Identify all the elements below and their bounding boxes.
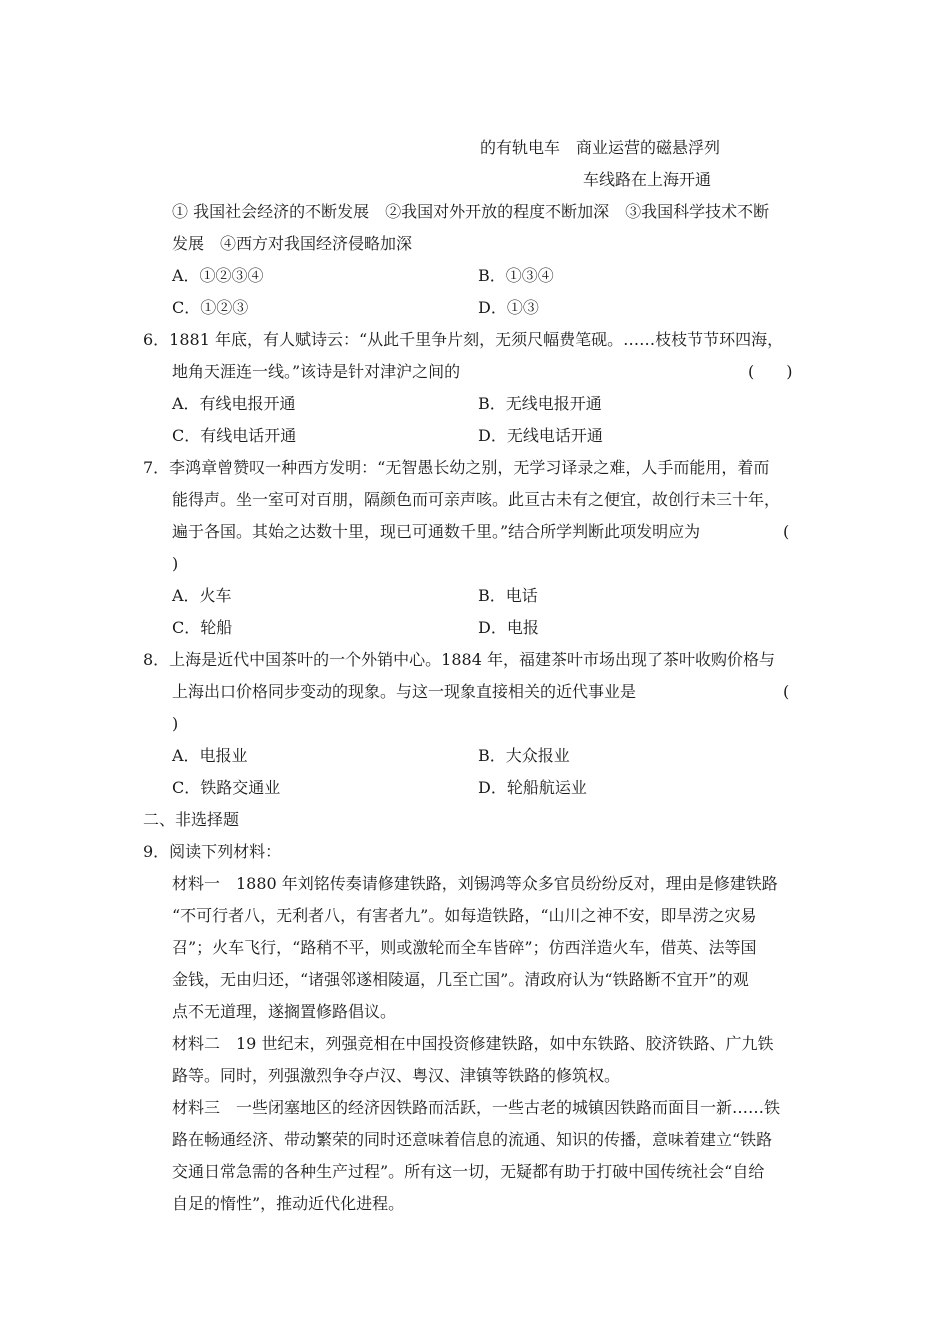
q5-image-caption-2: 车线路在上海开通 [583, 170, 712, 189]
q8-option-b: B．大众报业 [478, 746, 570, 765]
q7-stem-line-1: 7．李鸿章曾赞叹一种西方发明：“无智愚长幼之别，无学习译录之难，人手而能用，着而 [143, 458, 770, 477]
q6-stem-line-2: 地角天涯连一线。”该诗是针对津沪之间的 [172, 362, 461, 381]
q8-answer-blank-open: ( [783, 682, 790, 701]
q8-answer-blank-close: ) [172, 714, 179, 733]
q9-material-3-line: 交通日常急需的各种生产过程”。所有这一切，无疑都有助于打破中国传统社会“自给 [172, 1162, 765, 1181]
q9-material-1-line: 材料一 1880 年刘铭传奏请修建铁路，刘锡鸿等众多官员纷纷反对，理由是修建铁路 [172, 874, 778, 893]
q9-material-1-line: 召”；火车飞行，“路稍不平，则或激轮而全车皆碎”；仿西洋造火车，借英、法等国 [172, 938, 757, 957]
q5-option-d: D．①③ [478, 298, 539, 317]
q6-option-b: B．无线电报开通 [478, 394, 602, 413]
q7-option-a: A．火车 [172, 586, 232, 605]
q7-answer-blank-close: ) [172, 554, 179, 573]
q9-material-3-line: 路在畅通经济、带动繁荣的同时还意味着信息的流通、知识的传播，意味着建立“铁路 [172, 1130, 773, 1149]
q7-answer-blank-open: ( [783, 522, 790, 541]
q6-option-a: A．有线电报开通 [172, 394, 296, 413]
q8-option-a: A．电报业 [172, 746, 248, 765]
q9-intro: 9．阅读下列材料： [143, 842, 282, 861]
q5-option-c: C．①②③ [172, 298, 249, 317]
q7-option-c: C．轮船 [172, 618, 233, 637]
q6-answer-blank: ( ) [748, 362, 793, 381]
q9-material-2-line: 材料二 19 世纪末，列强竞相在中国投资修建铁路，如中东铁路、胶济铁路、广九铁 [172, 1034, 774, 1053]
q7-option-d: D．电报 [478, 618, 539, 637]
section-heading: 二、非选择题 [143, 810, 240, 829]
q9-material-3-line: 材料三 一些闭塞地区的经济因铁路而活跃，一些古老的城镇因铁路而面目一新……铁 [172, 1098, 781, 1117]
q9-material-2-line: 路等。同时，列强激烈争夺卢汉、粤汉、津镇等铁路的修筑权。 [172, 1066, 621, 1085]
q8-option-d: D．轮船航运业 [478, 778, 587, 797]
q5-option-a: A．①②③④ [172, 266, 264, 285]
q9-material-1-line: 点不无道理，遂搁置修路倡议。 [172, 1002, 397, 1021]
q6-stem-line-1: 6．1881 年底，有人赋诗云：“从此千里争片刻，无须尺幅费笔砚。……枝枝节节环四海， [143, 330, 784, 349]
q9-material-1-line: 金钱，无由归还，“诸强邻遂相陵逼，几至亡国”。清政府认为“铁路断不宜开”的观 [172, 970, 749, 989]
q9-material-3-line: 自足的惰性”，推动近代化进程。 [172, 1194, 405, 1213]
q5-statements-line-1: ① 我国社会经济的不断发展 ②我国对外开放的程度不断加深 ③我国科学技术不断 [172, 202, 770, 221]
q6-option-c: C．有线电话开通 [172, 426, 297, 445]
q5-image-caption-1: 的有轨电车 商业运营的磁悬浮列 [480, 138, 721, 157]
q8-stem-line-2: 上海出口价格同步变动的现象。与这一现象直接相关的近代事业是 [172, 682, 637, 701]
q7-stem-line-3: 遍于各国。其始之达数十里，现已可通数千里。”结合所学判断此项发明应为 [172, 522, 701, 541]
q6-option-d: D．无线电话开通 [478, 426, 603, 445]
q9-material-1-line: “不可行者八，无利者八，有害者九”。如每造铁路，“山川之神不安，即旱涝之灾易 [172, 906, 757, 925]
q8-stem-line-1: 8．上海是近代中国茶叶的一个外销中心。1884 年，福建茶叶市场出现了茶叶收购价格与 [143, 650, 775, 669]
q5-statements-line-2: 发展 ④西方对我国经济侵略加深 [172, 234, 413, 253]
q5-option-b: B．①③④ [478, 266, 554, 285]
q7-option-b: B．电话 [478, 586, 538, 605]
q7-stem-line-2: 能得声。坐一室可对百朋，隔颜色而可亲声咳。此亘古未有之便宜，故创行未三十年， [172, 490, 781, 509]
q8-option-c: C．铁路交通业 [172, 778, 281, 797]
